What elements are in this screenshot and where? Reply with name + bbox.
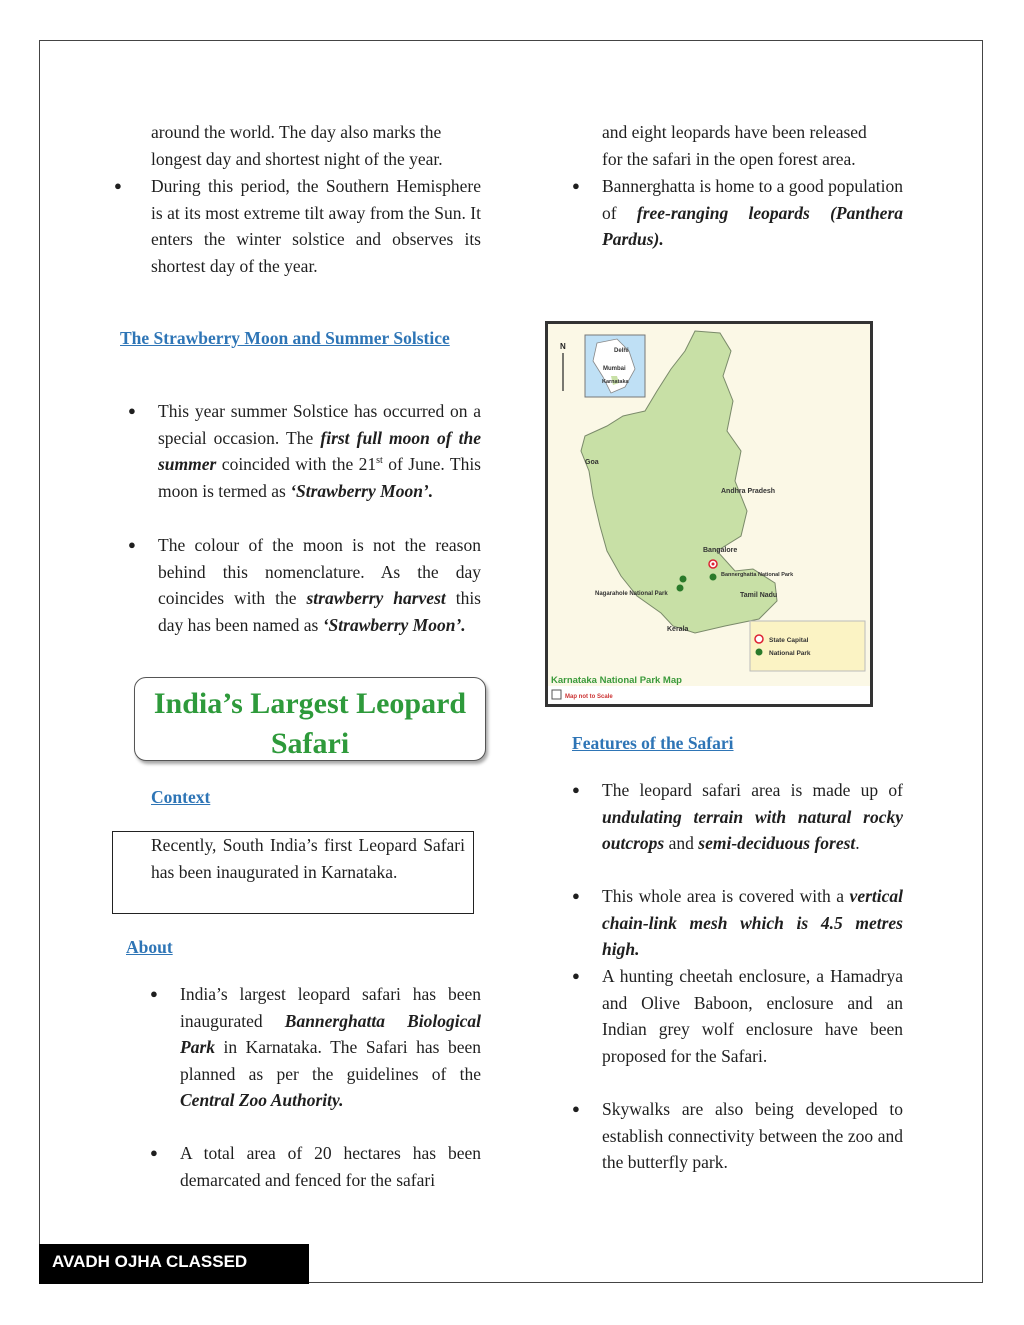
- state-capital-dot: [712, 563, 715, 566]
- legend-state-capital: State Capital: [769, 637, 809, 644]
- karnataka-map: [545, 321, 873, 707]
- bullet-dot: ●: [128, 403, 136, 418]
- label-tamil-nadu: Tamil Nadu: [740, 592, 778, 599]
- park-tree-icon: [680, 576, 687, 583]
- context-text: Recently, South India’s first Leopard Safari has been inaugurated in Karnataka.: [151, 835, 465, 882]
- map-scale-note: Map not to Scale: [565, 694, 613, 700]
- label-kerala: Kerala: [667, 626, 689, 633]
- label-bannerghatta: Bannerghatta National Park: [721, 572, 794, 578]
- map-title: Karnataka National Park Map: [551, 675, 682, 686]
- map-legend: [750, 621, 865, 671]
- bullet-dot: ●: [114, 178, 122, 193]
- scale-checkbox-icon: [552, 690, 561, 699]
- bullet-dot: ●: [150, 1145, 158, 1160]
- bullet-dot: ●: [572, 178, 580, 193]
- legend-national-park: National Park: [769, 650, 811, 657]
- label-andhra-pradesh: Andhra Pradesh: [721, 488, 776, 495]
- bullet-dot: ●: [572, 888, 580, 903]
- label-nagarahole: Nagarahole National Park: [595, 591, 668, 597]
- park-tree-icon: [710, 574, 717, 581]
- intro-line-2: longest day and shortest night of the year.: [151, 149, 443, 169]
- label-goa: Goa: [585, 459, 599, 466]
- right-top-line-1: and eight leopards have been released: [602, 122, 867, 142]
- bullet-dot: ●: [150, 986, 158, 1001]
- inset-label-karnataka: Karnataka: [602, 379, 629, 385]
- context-heading: Context: [151, 787, 211, 807]
- bullet-dot: ●: [572, 968, 580, 983]
- inset-label-delhi: Delhi: [614, 348, 629, 354]
- list-item: Bannerghatta is home to a good population of free-ranging leopards (Panthera Pardus).: [602, 176, 904, 250]
- list-item: During this period, the Southern Hemisphere is at its most extreme tilt away from the Sun. It enters the winter solstice and observes its shortest day of the year.: [151, 176, 481, 276]
- features-heading: Features of the Safari: [572, 733, 734, 753]
- list-item: Skywalks are also being developed to establish connectivity between the zoo and the butterfly park.: [602, 1099, 903, 1173]
- footer-brand-label: AVADH OJHA CLASSED: [39, 1244, 309, 1284]
- bullet-dot: ●: [572, 782, 580, 797]
- section-heading-strawberry-moon: The Strawberry Moon and Summer Solstice: [120, 328, 450, 348]
- list-item: The colour of the moon is not the reason behind this nomenclature. As the day coincides with the strawberry harvest this day has been named as ‘Strawberry Moon’.: [158, 535, 481, 635]
- inset-label-mumbai: Mumbai: [603, 366, 626, 372]
- legend-park-icon: [756, 649, 763, 656]
- bullet-dot: ●: [572, 1101, 580, 1116]
- about-heading: About: [126, 937, 173, 957]
- list-item: India’s largest leopard safari has been inaugurated Bannerghatta Biological Park in Karnataka. The Safari has been planned as per the guidelines of the Central Zoo Authority.: [180, 984, 482, 1111]
- section-title-box: India’s Largest Leopard Safari: [134, 677, 486, 761]
- park-tree-icon: [677, 585, 684, 592]
- north-label: N: [560, 342, 566, 351]
- right-top-line-2: for the safari in the open forest area.: [602, 149, 856, 169]
- list-item: This whole area is covered with a vertical chain-link mesh which is 4.5 metres high.: [602, 886, 903, 960]
- label-bangalore: Bangalore: [703, 547, 738, 554]
- list-item: The leopard safari area is made up of undulating terrain with natural rocky outcrops and semi-deciduous forest.: [602, 780, 903, 854]
- list-item: This year summer Solstice has occurred on a special occasion. The first full moon of the summer coincided with the 21st of June. This moon is termed as ‘Strawberry Moon’.: [158, 401, 482, 501]
- intro-line-1: around the world. The day also marks the: [151, 122, 442, 142]
- list-item: A total area of 20 hectares has been demarcated and fenced for the safari: [180, 1143, 481, 1190]
- legend-capital-icon: [755, 635, 763, 643]
- list-item: A hunting cheetah enclosure, a Hamadrya and Olive Baboon, enclosure and an Indian grey wolf enclosure have been proposed for the Safari.: [602, 966, 903, 1066]
- bullet-dot: ●: [128, 537, 136, 552]
